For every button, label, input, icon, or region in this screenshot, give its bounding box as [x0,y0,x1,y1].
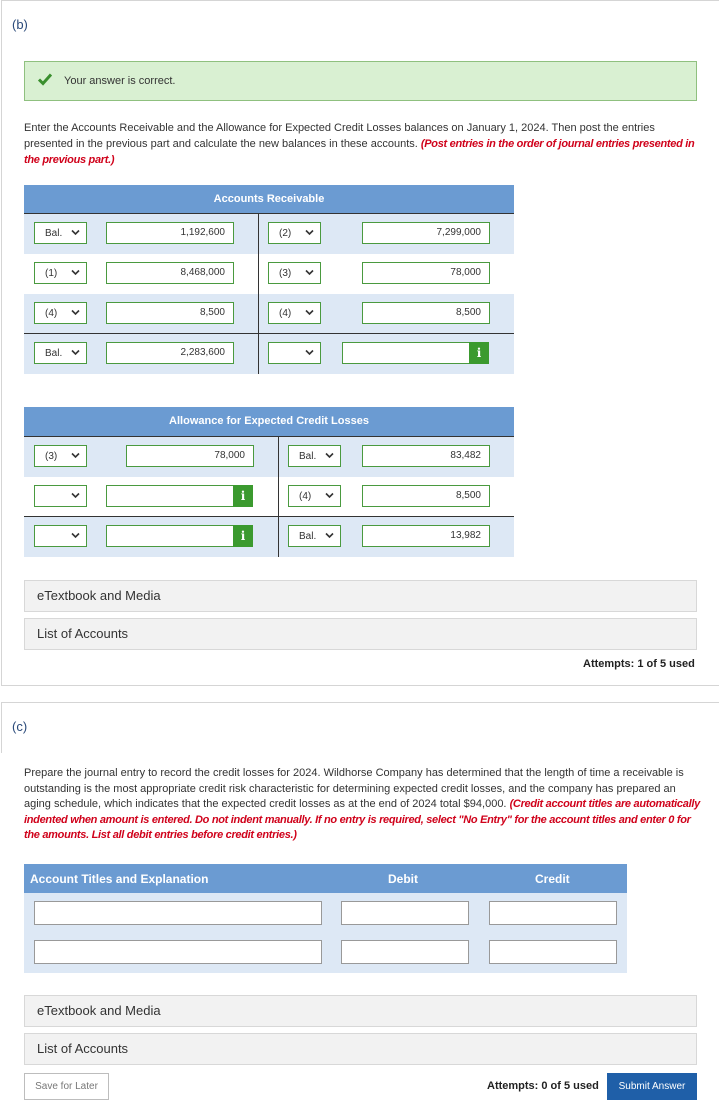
ar-right-amount-input[interactable]: 7,299,000 [362,222,490,244]
ar-left-amount-input[interactable]: 1,192,600 [106,222,234,244]
part-b-instructions [24,120,700,168]
list-of-accounts-link[interactable]: List of Accounts [24,618,697,650]
list-of-accounts-link[interactable]: List of Accounts [24,1033,697,1065]
chevron-down-icon [325,491,334,500]
ar-left-ref-select[interactable]: (4) [34,302,87,324]
account-title-input[interactable] [34,901,322,925]
chevron-down-icon [71,228,80,237]
save-for-later-button[interactable]: Save for Later [24,1073,109,1100]
allowance-t-line-top [24,436,514,437]
ar-left-ref-select[interactable]: Bal. [34,222,87,244]
chevron-down-icon [305,348,314,357]
instructions-text: Enter the Accounts Receivable and the Allowance for Expected Credit Losses balances on January 1, 2024. Then post the entries presented in the previous part and calculate the new balances in these accounts. [24,122,655,150]
allowance-left-amount-input[interactable] [106,525,234,547]
ar-right-ref-select[interactable]: (2) [268,222,321,244]
allowance-left-amount-input[interactable]: 78,000 [126,445,254,467]
col-account-titles: Account Titles and Explanation [30,872,209,886]
col-debit: Debit [388,872,418,886]
chevron-down-icon [71,268,80,277]
ar-left-amount-input[interactable]: 8,468,000 [106,262,234,284]
allowance-left-amount-input[interactable] [106,485,234,507]
etextbook-media-link[interactable]: eTextbook and Media [24,995,697,1027]
instructions-red-text: (Credit account titles are automatically indented when amount is entered. Do not indent manually. If no entry is required, select "No Entry" for the account titles and enter 0 for the amounts. List all debit entries before credit entries.) [24,798,700,841]
allowance-right-ref-select[interactable]: (4) [288,485,341,507]
attempts-counter: Attempts: 0 of 5 used [487,1080,599,1092]
ar-left-ref-select[interactable]: Bal. [34,342,87,364]
correct-feedback [24,61,697,101]
allowance-left-ref-select[interactable] [34,525,87,547]
chevron-down-icon [71,531,80,540]
instructions-text: Prepare the journal entry to record the credit losses for 2024. Wildhorse Company has determined that the length of time a receivable is outstanding is the most appropriate credit risk characteristic for determining expected credit losses, and the company has prepared an aging schedule, which indicates that the expected credit losses as at the end of 2024 total $94,000. [24,767,684,810]
ar-right-amount-input[interactable]: 78,000 [362,262,490,284]
ar-t-line-top [24,213,514,214]
allowance-account-title: Allowance for Expected Credit Losses [24,407,514,436]
ar-t-line-center [258,213,259,374]
chevron-down-icon [305,228,314,237]
account-title-input[interactable] [34,940,322,964]
chevron-down-icon [305,268,314,277]
submit-answer-button[interactable]: Submit Answer [607,1073,697,1100]
instructions-red-text: (Post entries in the order of journal entries presented in the previous part.) [24,138,695,166]
part-c-header [1,702,719,753]
ar-right-amount-input[interactable]: 8,500 [362,302,490,324]
chevron-down-icon [325,531,334,540]
allowance-left-ref-select[interactable]: (3) [34,445,87,467]
debit-input[interactable] [341,901,469,925]
credit-input[interactable] [489,940,617,964]
checkmark-icon [38,72,52,86]
allowance-t-line-total [24,516,514,517]
ar-right-ref-select[interactable] [268,342,321,364]
chevron-down-icon [305,308,314,317]
ar-right-ref-select[interactable]: (4) [268,302,321,324]
chevron-down-icon [71,451,80,460]
allowance-right-ref-select[interactable]: Bal. [288,445,341,467]
ar-left-amount-input[interactable]: 2,283,600 [106,342,234,364]
col-credit: Credit [535,872,570,886]
ar-t-line-total [24,333,514,334]
ar-right-ref-select[interactable]: (3) [268,262,321,284]
chevron-down-icon [325,451,334,460]
info-icon[interactable]: i [233,485,253,507]
ar-account-title: Accounts Receivable [24,185,514,213]
attempts-counter: Attempts: 1 of 5 used [583,658,695,670]
credit-input[interactable] [489,901,617,925]
allowance-left-ref-select[interactable] [34,485,87,507]
journal-table-header [24,864,627,893]
info-icon[interactable]: i [469,342,489,364]
debit-input[interactable] [341,940,469,964]
allowance-right-amount-input[interactable]: 13,982 [362,525,490,547]
allowance-right-amount-input[interactable]: 8,500 [362,485,490,507]
feedback-text: Your answer is correct. [64,75,176,87]
allowance-right-ref-select[interactable]: Bal. [288,525,341,547]
allowance-t-line-center [278,436,279,557]
info-icon[interactable]: i [233,525,253,547]
ar-left-amount-input[interactable]: 8,500 [106,302,234,324]
chevron-down-icon [71,348,80,357]
journal-row [24,893,627,933]
ar-left-ref-select[interactable]: (1) [34,262,87,284]
part-b-label: (b) [12,17,28,32]
allowance-right-amount-input[interactable]: 83,482 [362,445,490,467]
journal-row [24,933,627,973]
etextbook-media-link[interactable]: eTextbook and Media [24,580,697,612]
chevron-down-icon [71,491,80,500]
part-c-instructions [24,766,700,844]
chevron-down-icon [71,308,80,317]
part-c-label: (c) [12,719,28,734]
ar-right-amount-input[interactable] [342,342,470,364]
